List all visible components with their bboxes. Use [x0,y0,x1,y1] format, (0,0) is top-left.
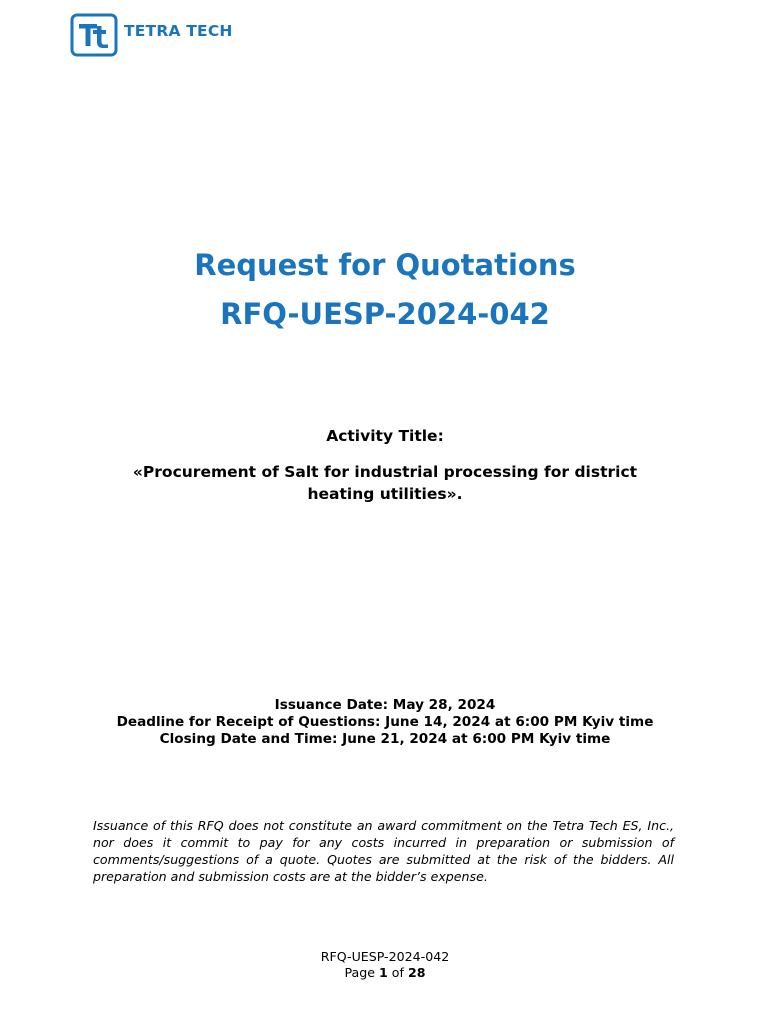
page-total: 28 [407,965,426,980]
disclaimer-paragraph: Issuance of this RFQ does not constitute an award commitment on the Tetra Tech ES, Inc., nor does it commit to pay for any costs incurred in preparation or submission of comments/suggestions of a quote. Quotes are submitted at the risk of the bidders. All preparation and submission costs are at the bidder’s expense. [93,818,674,884]
of-word: of [391,965,404,980]
footer-doc-id: RFQ-UESP-2024-042 [320,949,450,964]
page-footer [0,949,770,981]
issuance-date: Issuance Date: May 28, 2024 [274,697,496,713]
activity-title-value: «Procurement of Salt for industrial processing for district heating utilities». [132,463,638,503]
page-number [0,965,770,981]
questions-deadline: Deadline for Receipt of Questions: June 14, 2024 at 6:00 PM Kyiv time [116,714,654,730]
key-dates [90,697,680,748]
page-word: Page [344,965,375,980]
rfq-number: RFQ-UESP-2024-042 [220,297,550,331]
document-title: Request for Quotations [194,248,576,282]
brand-name: TETRA TECH [124,21,233,40]
closing-date: Closing Date and Time: June 21, 2024 at 6:00 PM Kyiv time [159,731,611,747]
tetra-tech-logo-mark-icon [70,13,118,57]
tetra-tech-logo [70,13,233,57]
page-current: 1 [379,965,388,980]
activity-title-label: Activity Title: [326,427,444,445]
